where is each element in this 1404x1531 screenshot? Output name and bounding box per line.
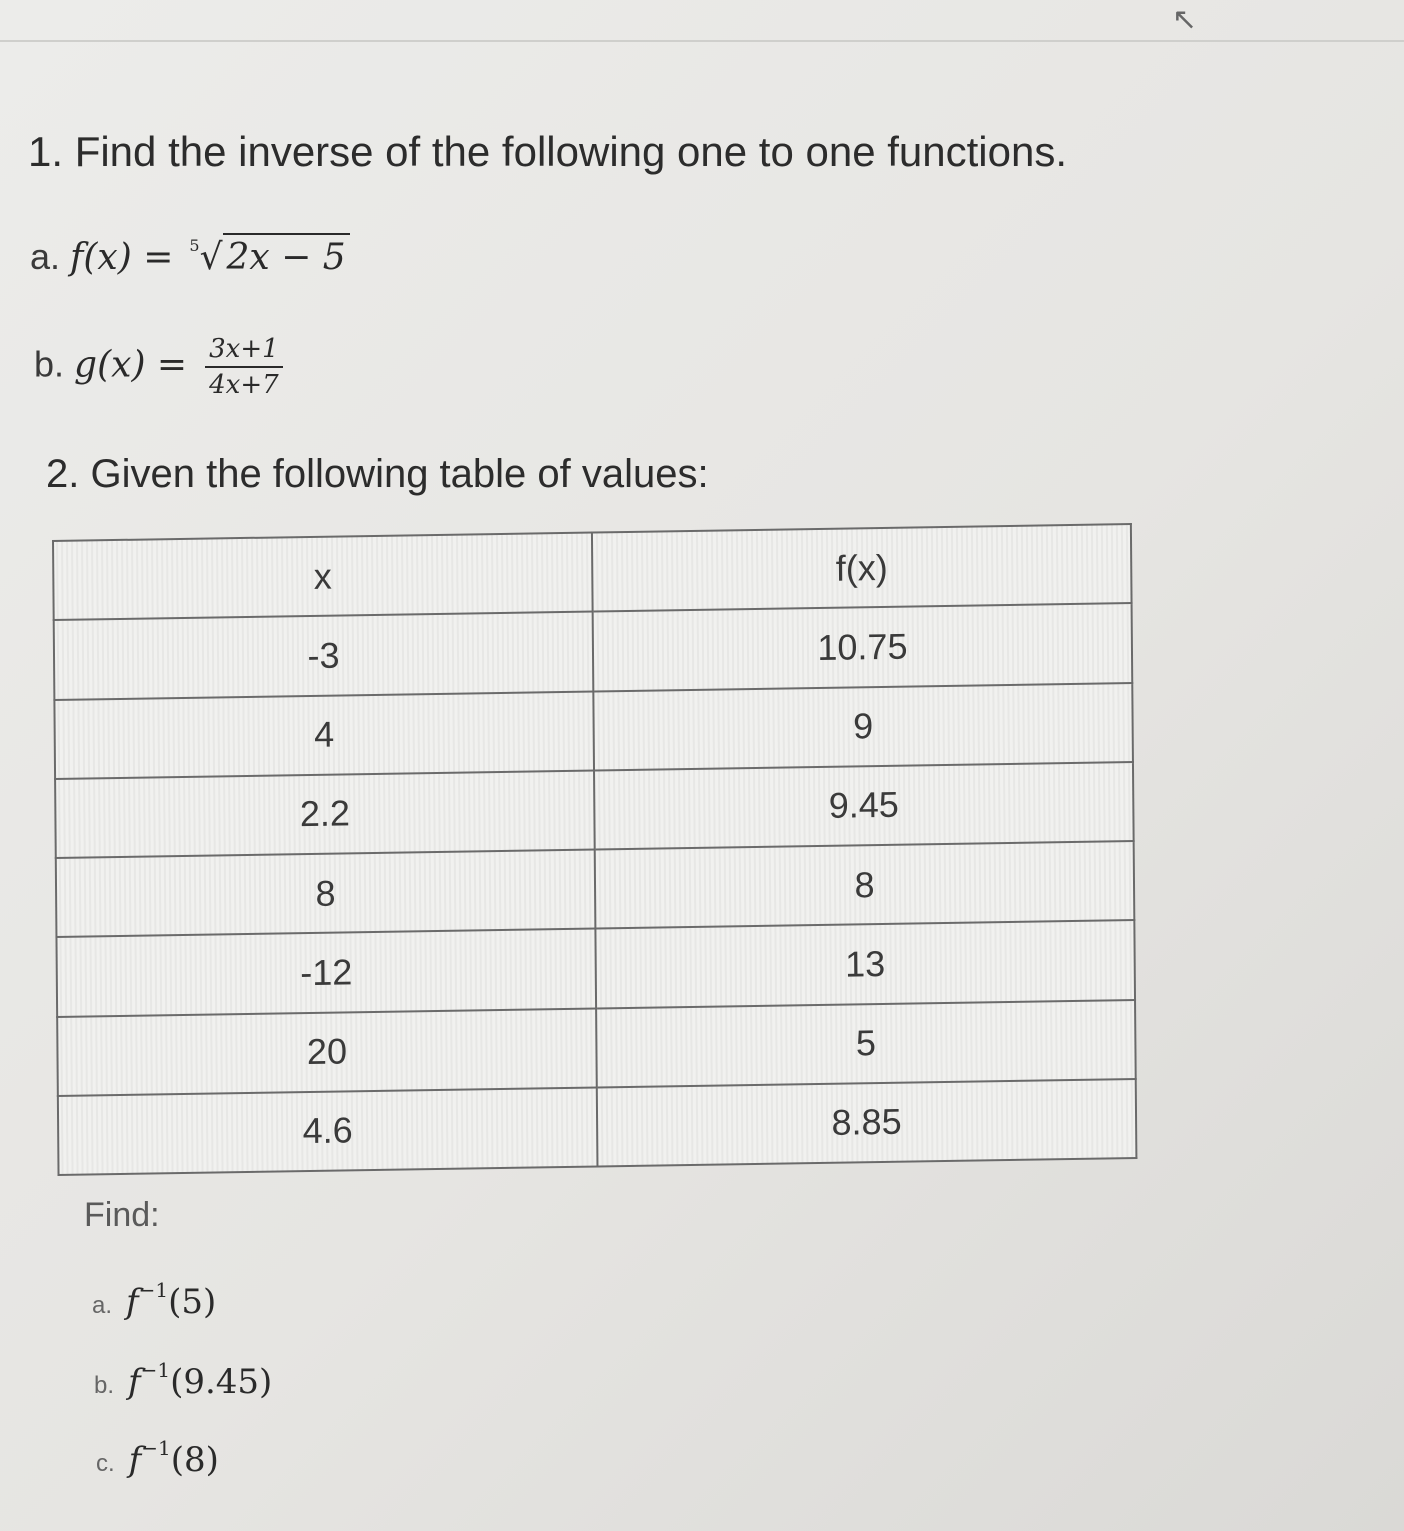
question-1b [34,334,283,400]
table-row [58,1079,1137,1175]
question-1-text: 1. Find the inverse of the following one to one functions. [28,128,1067,175]
inverse-arg: (9.45) [170,1362,273,1402]
fraction-denominator: 4x+7 [209,370,279,400]
radicand: 2x − 5 [223,233,350,278]
find-item-b [94,1358,273,1402]
cell-fx: 9.45 [594,762,1134,850]
item-label: b. [34,343,65,385]
cursor-icon: ↖ [1172,3,1198,36]
inverse-exponent: −1 [140,1358,171,1382]
cell-x: 20 [57,1008,597,1096]
cell-x: 4 [54,691,594,779]
question-2-text: 2. Given the following table of values: [46,452,709,496]
cell-fx: 13 [595,920,1135,1008]
cell-fx: 8.85 [597,1079,1137,1167]
item-label: c. [96,1450,115,1477]
inverse-arg: (5) [168,1282,217,1322]
item-label: b. [94,1372,115,1399]
values-table [52,523,1137,1176]
find-label: Find: [84,1196,160,1234]
function-lhs: g(x) = [74,344,188,386]
inverse-fn: f [126,1282,139,1322]
top-divider [0,40,1404,42]
cell-x: -3 [54,612,594,700]
item-label: a. [92,1292,113,1319]
header-x: x [53,533,593,621]
inverse-fn: f [128,1440,142,1480]
inverse-arg: (8) [170,1440,219,1480]
find-item-c [96,1436,219,1480]
fifth-root: $^5$√ 2x − 5 [183,237,349,278]
inverse-exponent: −1 [138,1278,169,1302]
question-1a [30,236,350,278]
inverse-fn: f [128,1362,141,1402]
function-lhs: f(x) = [70,237,174,278]
cell-fx: 10.75 [593,603,1133,691]
cell-x: 2.2 [55,770,595,858]
inverse-exponent: −1 [141,1436,171,1460]
root-index: 5 [189,236,200,255]
cell-fx: 5 [596,1000,1136,1088]
find-item-a [92,1278,217,1322]
cell-fx: 8 [595,841,1135,929]
fraction-numerator: 3x+1 [205,334,283,368]
item-label: a. [30,236,61,277]
cell-fx: 9 [593,683,1133,771]
fraction [205,334,283,400]
cell-x: 8 [56,850,596,938]
cell-x: -12 [56,929,596,1017]
cell-x: 4.6 [58,1087,598,1175]
header-fx: f(x) [592,524,1132,612]
